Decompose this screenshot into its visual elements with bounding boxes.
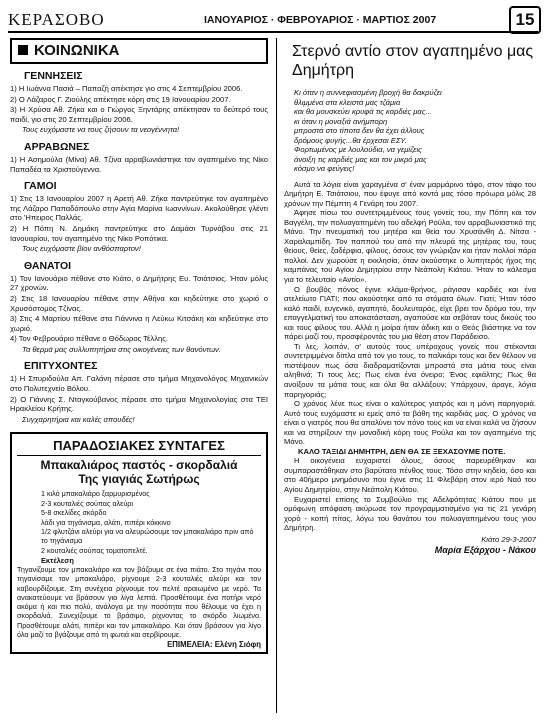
recipe-subtitle: Της γιαγιάς Σωτήρως <box>78 472 200 487</box>
article-paragraph: Ο βουβός πόνος έγινε κλάμα-θρήνος, ράγισαν καρδιές και ένα ατελείωτο ΓΙΑΤΙ; που ακούστηκε από τα στόματα όλων. Γιατί; Ήταν τόσο καλό παιδί, ευγενικό, αγαπητό, δουλευταράς, είχε βρει τον δρόμο του, την επαγγελματική του αποκατάσταση, αγαπούσε και σεβόταν τους δικούς του και τους φίλους του. Αλλά η μοίρα ήταν άδικη και ο Θεός βιάστηκε να τον πάρει μαζί του, προσφέροντάς του μια θέση στον Παράδεισο. <box>284 284 536 342</box>
ingredient: 1 κιλό μπακαλιάρο ξαρμυρισμένος <box>41 489 150 499</box>
recipe-box <box>10 432 268 653</box>
page-number: 15 <box>509 6 541 34</box>
wish: Συγχαρητήρια και καλές σπουδές! <box>22 414 135 424</box>
wish: Τους ευχόμαστε να τους ζήσουν τα νεογέννητα! <box>22 125 180 135</box>
section-heading: ΑΡΡΑΒΩΝΕΣ <box>24 140 90 153</box>
section-heading: ΘΑΝΑΤΟΙ <box>24 259 72 272</box>
poem-line: κόσμο να φεύγεις! <box>294 164 355 173</box>
ingredient: 2-3 κουταλιές σούπας αλεύρι <box>41 498 133 508</box>
masthead: ΚΕΡΑΣΟΒΟ <box>8 10 105 29</box>
ingredient: 1/2 φλυτζάνι αλεύρι για να αλευρώσουμε τον μπακαλιάρο πριν από το τηγάνισμα <box>41 527 254 546</box>
wish: Τους ευχόμαστε βίον ανθόσπαρτον! <box>22 244 141 254</box>
births-section <box>10 70 268 135</box>
execution-heading: Εκτέλεση <box>41 556 74 566</box>
graduates-section <box>10 360 268 424</box>
entry: 2) Στις 18 Ιανουαρίου πέθανε στην Αθήνα και κηδεύτηκε στο χωριό ο Χρυσόστομος Τζίνας. <box>10 293 268 313</box>
entry: 1) Στις 13 Ιανουαρίου 2007 η Αρετή Αθ. Ζήκα παντρεύτηκε τον αγαπημένο της Λάζαρο Παπαδόπουλο στην Αγία Μαρίνα Ιωαννίνων. Ακολούθησε γλέντι στο 'Ηπειρος Παλλάς. <box>10 194 268 223</box>
ingredient: 5-8 σκελίδες σκόρδο <box>41 508 107 518</box>
article-author: Μαρία Εξάρχου - Νάκου <box>434 544 536 555</box>
article-title: Στερνό αντίο στον αγαπημένο μας Δημήτρη <box>292 43 534 79</box>
left-column <box>10 38 268 654</box>
ingredient: λάδι για τηγάνισμα, αλάτι, πιπέρι κόκκινο <box>41 517 171 527</box>
issue-date: ΙΑΝΟΥΑΡΙΟΣ · ΦΕΒΡΟΥΑΡΙΟΣ · ΜΑΡΤΙΟΣ 2007 <box>204 14 437 26</box>
entry: 3) Στις 4 Μαρτίου πέθανε στα Γιάννινα η Λεύκω Κιτσάκη και κηδεύτηκε στο χωριό. <box>10 314 268 333</box>
thanks-paragraph: Ευχαριστεί επίσης το Συμβούλιο της Αδελφότητας Κιάτου που με ομόφωνη απόφαση ακύρωσε τον προγραμματισμένο για τις 21 γενάρη χορό - κοπή πίτας, λόγω του θανάτου του πολυαγαπημένου τους γιου Δημήτρη. <box>284 494 536 533</box>
social-title: ΚΟΙΝΩΝΙΚΑ <box>10 38 268 64</box>
poem-line: άνοιξη τις καρδιές μας και τον μικρό μας <box>294 154 427 164</box>
section-heading: ΓΑΜΟΙ <box>24 180 57 193</box>
recipe-signature: ΕΠΙΜΕΛΕΙΑ: Ελένη Σιόφη <box>167 639 261 649</box>
poem-line: θλιμμένα στα κλειστά μας τζάμια <box>294 97 401 107</box>
section-heading: ΓΕΝΝΗΣΕΙΣ <box>24 70 83 82</box>
section-heading: ΕΠΙΤΥΧΟΝΤΕΣ <box>24 360 98 373</box>
entry: 1) Η Ιωάννα Πασιά – Παπαζή απέκτησε γιο στις 4 Σεπτεμβρίου 2006. <box>10 84 243 93</box>
poem-line: δρόμους φυγής...θα έρχεσαι ΕΣΥ. <box>294 135 407 145</box>
entry: 1) Η Ασημούλα (Μίνα) Αθ. Τζίνα αρραβωνιάστηκε τον αγαπημένο της Νίκο Παπαδέα τα Χριστούγεννα. <box>10 154 268 174</box>
article-paragraph: Άφησε πίσω του συντετριμμένους τους γονείς του, την Πόπη και τον Βαγγέλη, την πολυαγαπημένη του αδελφή Ρούλα, τον αρραβωνιαστικό της Μάνο. Την πνευματική του μητέρα και θεία του Χρυσάνθη Δ. Νίτσα - Χαραλαμπίδη. Τον παππού του από την πλευρά της μητέρας του, τους θείους, θείες, ξαδέρφια, φίλους, όσους τον γνώριζαν και ήταν πολλοί πάρα πολλοί. Δεν χωρούσε η εκκλησία, όταν ακούστηκε ο λυπητερός ήχος της καμπάνας του Αγίου Δημητρίου στην Νεάπολη Κιάτου. Ήταν το κάλεσμα για το τελευταίο «Αντίο». <box>284 208 536 284</box>
article-paragraph: Αυτά τα λόγια είναι χαραγμένα σ' έναν μαρμάρινο τάφο, στον τάφο του Δημήτρη Ε. Τσιάτσιου, που έφυγε από κοντά μας τόσο πρόωρα μόλις 28 χρόνων την Πέμπτη 4 Γενάρη του 2007. <box>284 179 536 208</box>
poem-line: κι όταν η μοναξιά ανήμπορη <box>294 116 388 126</box>
thanks-paragraph: Η οικογένεια ευχαριστεί όλους, όσους παρευρέθηκαν και συμπαραστάθηκαν στο βαρύτατο πένθος τους. Τόσο στην κηδεία, όσο και στο 40ήμερο μνημόσυνο που έγινε στις 11 Φλεβάρη στον ιερό Ναό του Αγίου Δημητρίου, στην Νεάπολη Κιάτου. <box>284 456 536 494</box>
page-header <box>0 0 544 30</box>
ingredient: 2 κουταλιές σούπας τοματοπελτέ. <box>41 545 148 555</box>
recipe-name: Μπακαλιάρος παστός - σκορδαλιά <box>40 458 238 473</box>
weddings-section <box>10 180 268 254</box>
article-date: Κιάτο 29-3-2007 <box>481 534 536 544</box>
entry: 1) Τον Ιανουάριο πέθανε στο Κιάτο, ο Δημήτρης Ευ. Τσιάτσιος. Ήταν μόλις 27 χρονών. <box>10 273 268 293</box>
entry: 4) Τον Φεβρουάριο πέθανε ο Θόδωρος Τέλλης. <box>10 334 168 344</box>
article-paragraph: Ο χρόνος λένε πως είναι ο καλύτερος γιατρός και η μόνη παρηγοριά. Αυτό τους ευχόμαστε κι εμείς από τα βάθη της καρδιάς μας. Ο χρόνος να είναι ο γιατρός που θα απαλύνει τον πόνο τους και να είναι καλά να ζήσουν και να στηρίξουν την μοναδική κόρη τους Ρούλα και τον αγαπημένο της Μάνο. <box>284 399 536 447</box>
wish: Τα θερμά μας συλλυπητήρια στις οικογένειες των θανόντων. <box>22 344 221 354</box>
poem-line: μπροστά στο τίποτα δεν θα έχει άλλους <box>294 126 425 135</box>
entry: 2) Ο Γιάννης Σ. Νταγκούβανος πέρασε στο τμήμα Μηχανολογίας στα ΤΕΙ Ηρακλείου Κρήτης. <box>10 394 268 414</box>
article-closing: ΚΑΛΟ ΤΑΞΙΔΙ ΔΗΜΗΤΡΗ, ΔΕΝ ΘΑ ΣΕ ΞΕΧΑΣΟΥΜΕ ΠΟΤΕ. <box>298 446 506 456</box>
poem-line: Κι όταν η συννεφιασμένη βροχή θα δακρύζει <box>294 88 442 97</box>
header-rule <box>8 31 538 33</box>
right-column <box>284 38 536 555</box>
poem-line: Φορτωμένος με λουλούδια, να γεμίζεις <box>294 145 422 154</box>
article-body <box>284 180 536 533</box>
entry: 3) Η Χρύσα Αθ. Ζήκα και ο Γιώργος Ξηντάρης απέκτησαν το δεύτερό τους παιδί, γιο στις 20 Σεπτεμβρίου 2006. <box>10 105 268 124</box>
deaths-section <box>10 260 268 355</box>
recipe-box-title: ΠΑΡΑΔΟΣΙΑΚΕΣ ΣΥΝΤΑΓΕΣ <box>17 438 261 456</box>
entry: 2) Ο Λάζαρος Γ. Ζιούλης απέκτησε κόρη στις 19 Ιανουαρίου 2007. <box>10 94 231 104</box>
entry: 2) Η Πόπη Ν. Δημάκη παντρεύτηκε στο Δαμάσι Τυρνάβου στις 21 Ιανουαρίου, τον αγαπημένο της Νίκο Ροπότικα. <box>10 223 268 243</box>
execution-text: Τηγανίζουμε τον μπακαλιάρο και τον βάζουμε σε ένα πιάτο. Στο τηγάνι που τηγανίσαμε τον μπακαλιάρο, ρίχνουμε 2-3 κουταλιές αλεύρι και τον καβουρδίζουμε. Στη συνέχεια ρίχνουμε τον πελτέ αραιωμένο με νερό. Τα ανακατεύουμε να βράσουν για λίγα λεπτά. Προσθέτουμε ένα ποτήρι νερό ακόμα ή και πιο πολύ, ανάλογα με την ποσότητα που θέλουμε να έχει η σκορδαλιά. Συνεχίζουμε το βράσιμο, ρίχνοντας το σκόρδο λιωμένο. Προσθέτουμε αλάτι, πιπέρι και τον μπακαλιάρο. Και όταν βράσουν για λίγο όλα μαζί τα βγάζουμε από τη φωτιά και σερβίρουμε. <box>17 565 261 639</box>
poem-line: και θα μουσκεύει κρυφά τις καρδιές μας... <box>294 107 432 116</box>
article-poem <box>284 88 536 174</box>
entry: 1) Η Σπυριδούλα Απ. Γαλάνη πέρασε στο τμήμα Μηχανολόγος Μηχανικών στο Πολυτεχνείο Βόλου. <box>10 374 268 394</box>
engagements-section <box>10 141 268 174</box>
column-divider <box>276 38 277 713</box>
article-paragraph: Τι λες, λοιπόν, σ' αυτούς τους υπέροχους γονείς που στέκονται συντετριμμένοι δίπλα από τον γιο τους, το παλικάρι τους και δεν θέλουν να πιστέψουν πως όσα διαδραματίζονται μπροστά στα μάτια τους είναι αληθινά; Τι τους λες; Πως είναι ένα όνειρο; Ένας εφιάλτης; Πως θα ανοίξουν τα μάτια τους και όλα θα αλλάξουν; Υπάρχουν, άραγε, λόγια παρηγοριάς; <box>284 341 536 399</box>
